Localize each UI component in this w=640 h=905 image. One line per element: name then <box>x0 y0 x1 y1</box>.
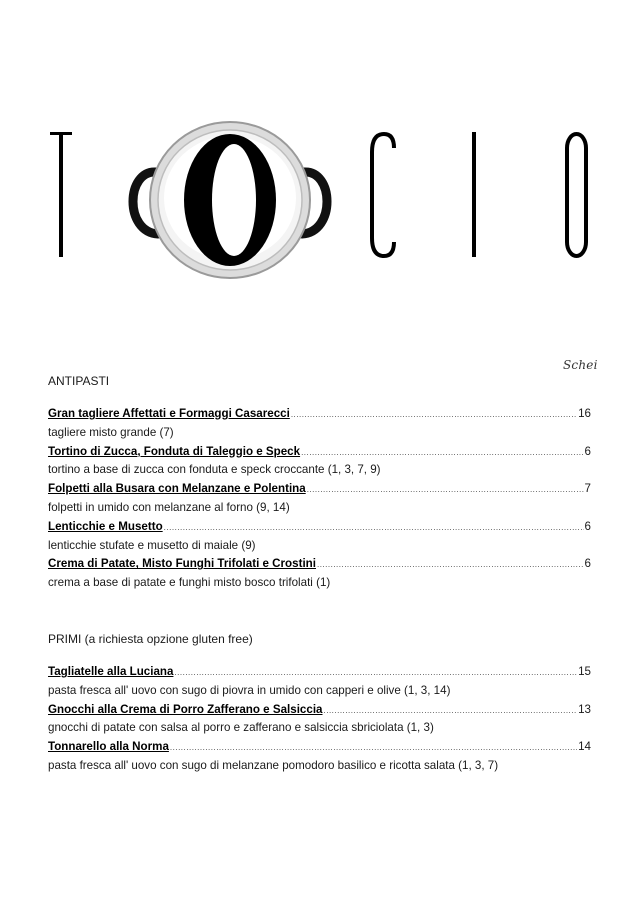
menu-item <box>48 405 591 424</box>
chef-signature: Schei <box>563 358 598 372</box>
menu-item-name: Lenticchie e Musetto <box>48 519 163 533</box>
menu-item-description: tagliere misto grande (7) <box>48 425 174 439</box>
leader-dots <box>307 481 584 500</box>
antipasti-list <box>48 405 591 593</box>
leader-dots <box>170 739 577 758</box>
menu-item-description: gnocchi di patate con salsa al porro e zafferano e salsiccia sbriciolata (1, 3) <box>48 721 434 735</box>
logo-letter-o <box>567 134 586 256</box>
menu-item-name: Gran tagliere Affettati e Formaggi Casarecci <box>48 407 290 420</box>
leader-dots <box>164 519 584 538</box>
menu-item-price: 6 <box>584 519 591 533</box>
logo-letter-t <box>50 132 72 257</box>
menu-item-price: 15 <box>578 665 591 678</box>
leader-dots <box>291 406 577 425</box>
menu-item <box>48 663 591 682</box>
menu-item <box>48 480 591 499</box>
menu-item <box>48 738 591 757</box>
leader-dots <box>317 556 584 575</box>
leader-dots <box>174 664 577 683</box>
leader-dots <box>301 444 583 463</box>
menu-item-description: folpetti in umido con melanzane al forno (9, 14) <box>48 500 290 514</box>
menu-item <box>48 443 591 462</box>
menu-item-price: 16 <box>578 407 591 420</box>
menu-item-name: Tagliatelle alla Luciana <box>48 665 174 678</box>
restaurant-logo <box>0 110 640 290</box>
menu-item-name: Crema di Patate, Misto Funghi Trifolati e Crostini <box>48 557 316 571</box>
pot-icon <box>133 122 327 278</box>
section-title-primi: PRIMI (a richiesta opzione gluten free) <box>48 632 253 646</box>
menu-item-price: 6 <box>584 444 591 458</box>
menu-item-name: Folpetti alla Busara con Melanzane e Polentina <box>48 482 306 496</box>
menu-item-name: Tortino di Zucca, Fonduta di Taleggio e Speck <box>48 444 301 458</box>
menu-item-name: Gnocchi alla Crema di Porro Zafferano e Salsiccia <box>48 702 323 716</box>
menu-item-description: lenticchie stufate e musetto di maiale (9) <box>48 538 256 552</box>
primi-list <box>48 663 591 776</box>
menu-item-price: 14 <box>578 740 591 754</box>
logo-letter-i <box>472 132 476 257</box>
menu-item-description: pasta fresca all' uovo con sugo di melanzane pomodoro basilico e ricotta salata (1, 3, 7) <box>48 758 499 772</box>
menu-item-description: crema a base di patate e funghi misto bosco trifolati (1) <box>48 576 331 590</box>
menu-item-price: 6 <box>584 557 591 571</box>
menu-item-price: 13 <box>578 702 591 716</box>
section-title-antipasti: ANTIPASTI <box>48 374 110 388</box>
menu-item <box>48 555 591 574</box>
menu-item <box>48 518 591 537</box>
logo-letter-c <box>372 134 394 256</box>
leader-dots <box>324 702 578 721</box>
menu-item-description: tortino a base di zucca con fonduta e speck croccante (1, 3, 7, 9) <box>48 463 381 477</box>
menu-item-description: pasta fresca all' uovo con sugo di piovra in umido con capperi e olive (1, 3, 14) <box>48 683 451 697</box>
menu-item-price: 7 <box>584 482 591 496</box>
menu-item <box>48 701 591 720</box>
menu-item-name: Tonnarello alla Norma <box>48 740 169 754</box>
